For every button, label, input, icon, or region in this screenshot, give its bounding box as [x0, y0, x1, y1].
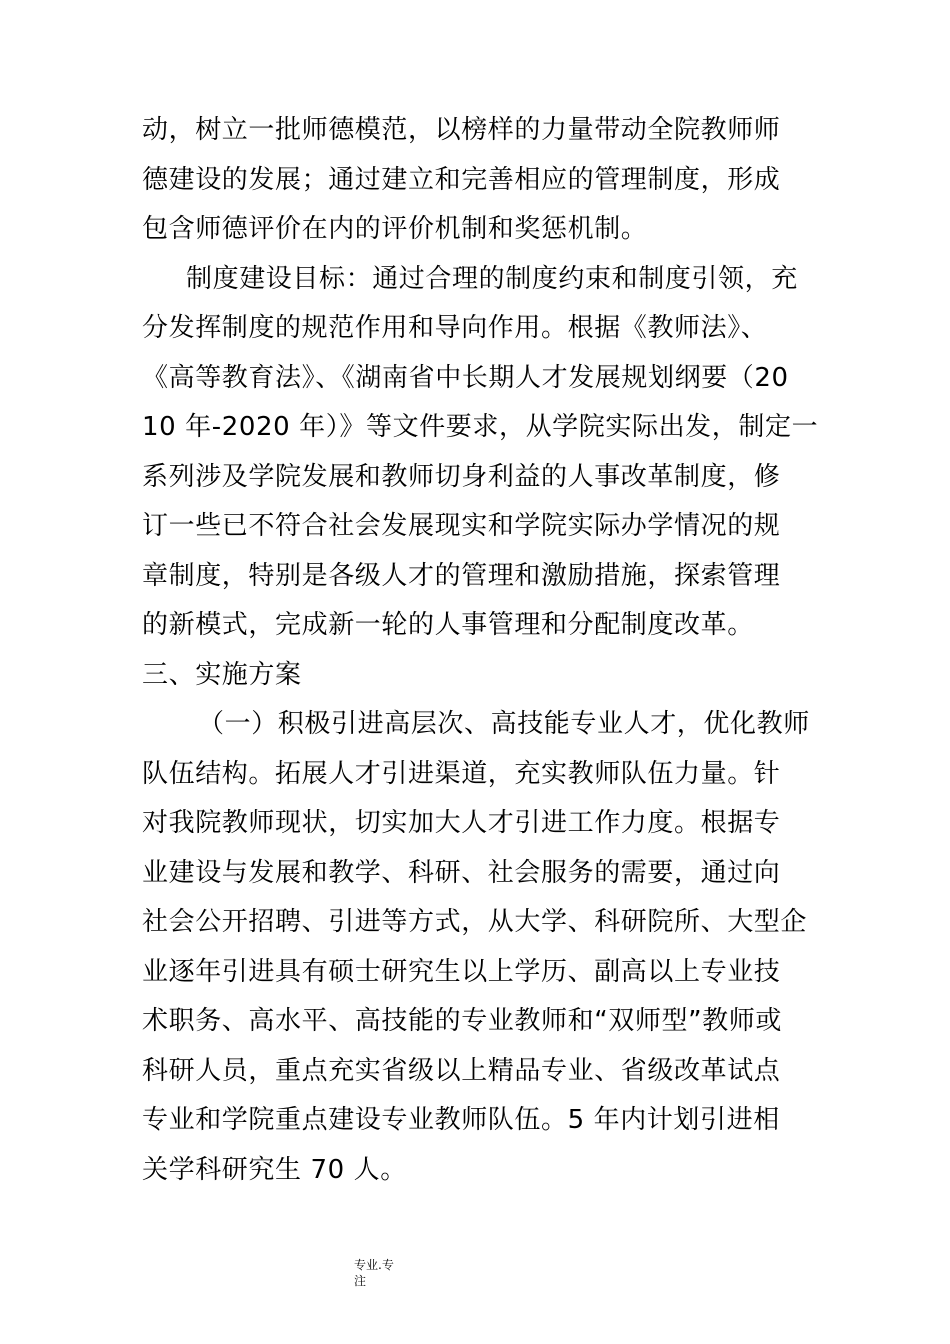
- paragraph-line: 关学科研究生 70 人。: [142, 1154, 407, 1185]
- paragraph-line: 包含师德评价在内的评价机制和奖惩机制。: [142, 214, 648, 244]
- paragraph-line: 业逐年引进具有硕士研究生以上学历、副高以上专业技: [142, 956, 781, 987]
- paragraph-line: 术职务、高水平、高技能的专业教师和“双师型”教师或: [142, 1006, 782, 1036]
- footer-text: 专业.专: [354, 1258, 394, 1272]
- paragraph-line: 10 年-2020 年）》等文件要求，从学院实际出发，制定一: [142, 412, 819, 442]
- paragraph-line: 动，树立一批师德模范，以榜样的力量带动全院教师师: [142, 115, 781, 145]
- paragraph-line: 订一些已不符合社会发展现实和学院实际办学情况的规: [142, 511, 781, 541]
- paragraph-line: 《高等教育法》、《湖南省中长期人才发展规划纲要（20: [142, 362, 789, 393]
- paragraph-line: 科研人员，重点充实省级以上精品专业、省级改革试点: [142, 1055, 781, 1086]
- paragraph-line: 系列涉及学院发展和教师切身利益的人事改革制度，修: [142, 461, 781, 492]
- paragraph-line: 社会公开招聘、引进等方式，从大学、科研院所、大型企: [142, 907, 808, 937]
- paragraph-line: 分发挥制度的规范作用和导向作用。根据《教师法》、: [142, 313, 768, 343]
- paragraph-line: 业建设与发展和教学、科研、社会服务的需要，通过向: [142, 857, 781, 888]
- subsection-heading: （一）积极引进高层次、高技能专业人才，优化教师: [198, 709, 810, 739]
- section-heading: 三、实施方案: [142, 659, 302, 690]
- page-footer: [354, 1257, 414, 1289]
- footer-text: 注: [354, 1274, 367, 1288]
- paragraph-line: 专业和学院重点建设专业教师队伍。5 年内计划引进相: [142, 1105, 780, 1135]
- paragraph-line: 制度建设目标：通过合理的制度约束和制度引领，充: [186, 263, 798, 294]
- paragraph-line: 队伍结构。拓展人才引进渠道，充实教师队伍力量。针: [142, 758, 781, 789]
- paragraph-line: 的新模式，完成新一轮的人事管理和分配制度改革。: [142, 610, 754, 640]
- paragraph-line: 对我院教师现状，切实加大人才引进工作力度。根据专: [142, 808, 781, 838]
- paragraph-line: 德建设的发展；通过建立和完善相应的管理制度，形成: [142, 164, 781, 195]
- body-text: [142, 106, 819, 1195]
- paragraph-line: 章制度，特别是各级人才的管理和激励措施，探索管理: [142, 560, 781, 591]
